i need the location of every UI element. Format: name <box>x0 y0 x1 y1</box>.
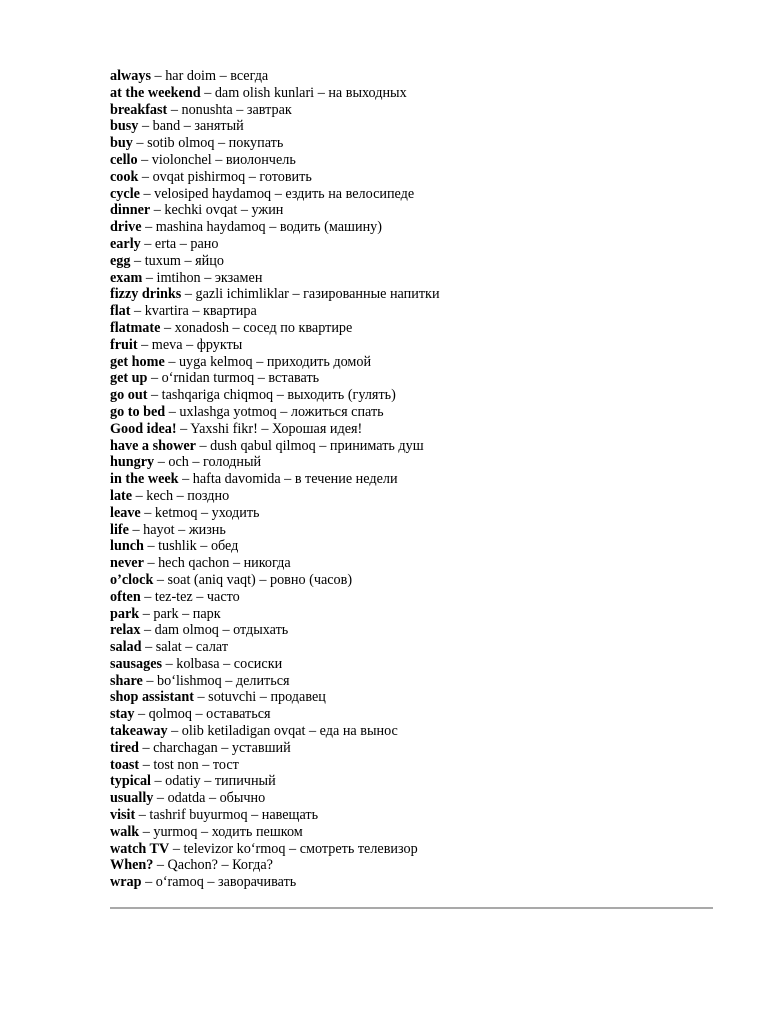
uzbek-translation: ovqat pishirmoq <box>152 168 246 185</box>
separator: – <box>140 588 155 605</box>
separator: – <box>140 504 155 521</box>
vocabulary-entry <box>110 757 720 774</box>
english-term: never <box>110 555 144 572</box>
separator: – <box>140 235 155 252</box>
english-term: early <box>110 235 141 252</box>
separator: – <box>188 454 204 471</box>
uzbek-translation: erta <box>154 235 177 252</box>
separator: – <box>169 840 184 857</box>
separator: – <box>130 252 145 269</box>
english-term: drive <box>110 219 142 236</box>
separator: – <box>314 84 329 101</box>
separator: – <box>141 639 156 656</box>
uzbek-translation: hafta davomida <box>192 471 281 488</box>
vocabulary-entry <box>110 505 720 522</box>
separator: – <box>140 622 155 639</box>
english-term: get up <box>110 370 148 387</box>
separator: – <box>217 739 232 756</box>
uzbek-translation: nonushta <box>181 101 233 118</box>
vocabulary-entry <box>110 572 720 589</box>
english-term: park <box>110 605 140 622</box>
separator: – <box>280 471 295 488</box>
uzbek-translation: imtihon <box>156 269 201 286</box>
english-term: buy <box>110 135 133 152</box>
vocabulary-entry <box>110 673 720 690</box>
separator: – <box>139 605 154 622</box>
separator: – <box>147 387 162 404</box>
vocabulary-entry <box>110 354 720 371</box>
russian-translation: ровно (часов) <box>269 571 353 588</box>
vocabulary-entry <box>110 606 720 623</box>
uzbek-translation: park <box>153 605 179 622</box>
separator: – <box>143 538 159 555</box>
russian-translation: никогда <box>243 555 291 572</box>
uzbek-translation: o‘rnidan turmoq <box>161 370 255 387</box>
english-term: share <box>110 672 143 689</box>
english-term: always <box>110 68 151 84</box>
russian-translation: выходить (гулять) <box>287 387 396 404</box>
separator: – <box>141 874 156 891</box>
english-term: late <box>110 487 133 504</box>
vocabulary-entry <box>110 773 720 790</box>
russian-translation: продавец <box>270 689 326 706</box>
separator: – <box>271 185 286 202</box>
separator: – <box>276 403 291 420</box>
english-term: cello <box>110 151 138 168</box>
russian-translation: типичный <box>214 773 276 790</box>
russian-translation: Когда? <box>232 857 273 874</box>
russian-translation: яйцо <box>195 252 224 269</box>
vocabulary-entry <box>110 320 720 337</box>
russian-translation: обед <box>210 538 239 555</box>
separator: – <box>211 151 226 168</box>
bottom-divider <box>110 907 713 909</box>
vocabulary-entry <box>110 841 720 858</box>
separator: – <box>196 538 211 555</box>
separator: – <box>138 168 153 185</box>
separator: – <box>137 151 152 168</box>
separator: – <box>257 420 272 437</box>
english-term: typical <box>110 773 151 790</box>
russian-translation: парк <box>192 605 221 622</box>
russian-translation: вставать <box>268 370 320 387</box>
english-term: sausages <box>110 655 163 672</box>
separator: – <box>315 437 330 454</box>
uzbek-translation: tushlik <box>158 538 197 555</box>
separator: – <box>167 101 182 118</box>
russian-translation: отдыхать <box>233 622 289 639</box>
english-term: When? <box>110 857 154 874</box>
vocabulary-entry <box>110 874 720 891</box>
russian-translation: оставаться <box>206 706 271 723</box>
english-term: shop assistant <box>110 689 194 706</box>
uzbek-translation: mashina haydamoq <box>155 219 266 236</box>
vocabulary-entry <box>110 790 720 807</box>
separator: – <box>137 336 152 353</box>
separator: – <box>197 823 212 840</box>
separator: – <box>188 303 203 320</box>
russian-translation: водить (машину) <box>279 219 382 236</box>
english-term: flatmate <box>110 319 161 336</box>
uzbek-translation: televizor ko‘rmoq <box>183 840 286 857</box>
english-term: o’clock <box>110 571 154 588</box>
english-term: stay <box>110 706 135 723</box>
vocabulary-list <box>110 68 720 891</box>
english-term: wrap <box>110 874 142 891</box>
vocabulary-entry <box>110 438 720 455</box>
english-term: egg <box>110 252 131 269</box>
russian-translation: готовить <box>259 168 312 185</box>
vocabulary-entry <box>110 706 720 723</box>
russian-translation: занятый <box>194 118 244 135</box>
vocabulary-entry <box>110 219 720 236</box>
separator: – <box>214 135 229 152</box>
separator: – <box>132 135 148 152</box>
separator: – <box>160 319 175 336</box>
separator: – <box>165 403 180 420</box>
separator: – <box>139 823 154 840</box>
russian-translation: тост <box>212 756 239 773</box>
separator: – <box>173 487 188 504</box>
vocabulary-entry <box>110 522 720 539</box>
english-term: dinner <box>110 202 151 219</box>
russian-translation: Хорошая идея! <box>272 420 363 437</box>
separator: – <box>141 219 156 236</box>
uzbek-translation: kechki ovqat <box>164 202 238 219</box>
vocabulary-entry <box>110 152 720 169</box>
separator: – <box>256 689 271 706</box>
russian-translation: обычно <box>219 790 266 807</box>
separator: – <box>132 487 147 504</box>
russian-translation: завтрак <box>246 101 292 118</box>
vocabulary-entry <box>110 236 720 253</box>
uzbek-translation: kvartira <box>144 303 189 320</box>
uzbek-translation: violonchel <box>151 151 212 168</box>
separator: – <box>252 353 267 370</box>
separator: – <box>176 235 191 252</box>
russian-translation: фрукты <box>196 336 243 353</box>
separator: – <box>245 168 260 185</box>
russian-translation: на выходных <box>328 84 407 101</box>
uzbek-translation: xonadosh <box>174 319 229 336</box>
uzbek-translation: kech <box>146 487 174 504</box>
vocabulary-entry <box>110 723 720 740</box>
vocabulary-entry <box>110 186 720 203</box>
vocabulary-entry <box>110 622 720 639</box>
english-term: lunch <box>110 538 144 555</box>
vocabulary-entry <box>110 538 720 555</box>
russian-translation: заворачивать <box>217 874 297 891</box>
russian-translation: салат <box>195 639 229 656</box>
english-term: in the week <box>110 471 179 488</box>
separator: – <box>285 840 300 857</box>
separator: – <box>193 689 209 706</box>
english-term: leave <box>110 504 141 521</box>
separator: – <box>167 723 182 740</box>
vocabulary-entry <box>110 689 720 706</box>
uzbek-translation: charchagan <box>153 739 218 756</box>
russian-translation: газированные напитки <box>303 286 440 303</box>
uzbek-translation: tez-tez <box>154 588 193 605</box>
vocabulary-entry <box>110 286 720 303</box>
separator: – <box>178 471 193 488</box>
russian-translation: уходить <box>211 504 260 521</box>
english-term: flat <box>110 303 131 320</box>
separator: – <box>218 622 234 639</box>
separator: – <box>150 773 166 790</box>
russian-translation: экзамен <box>214 269 263 286</box>
english-term: relax <box>110 622 141 639</box>
uzbek-translation: bo‘lishmoq <box>157 672 222 689</box>
uzbek-translation: sotib olmoq <box>147 135 215 152</box>
uzbek-translation: gazli ichimliklar <box>195 286 289 303</box>
separator: – <box>221 672 236 689</box>
separator: – <box>203 874 218 891</box>
uzbek-translation: uyga kelmoq <box>178 353 253 370</box>
separator: – <box>200 84 215 101</box>
uzbek-translation: qolmoq <box>148 706 192 723</box>
separator: – <box>182 336 197 353</box>
vocabulary-entry <box>110 857 720 874</box>
separator: – <box>232 101 247 118</box>
russian-translation: сосед по квартире <box>243 319 353 336</box>
russian-translation: еда на вынос <box>319 723 398 740</box>
russian-translation: голодный <box>203 454 262 471</box>
separator: – <box>153 790 168 807</box>
vocabulary-entry <box>110 589 720 606</box>
uzbek-translation: dush qabul qilmoq <box>210 437 316 454</box>
separator: – <box>247 807 262 824</box>
vocabulary-entry <box>110 118 720 135</box>
vocabulary-entry <box>110 639 720 656</box>
english-term: fizzy drinks <box>110 286 182 303</box>
russian-translation: всегда <box>230 68 269 84</box>
separator: – <box>139 185 155 202</box>
english-term: go out <box>110 387 148 404</box>
vocabulary-entry <box>110 807 720 824</box>
russian-translation: покупать <box>228 135 284 152</box>
english-term: visit <box>110 807 136 824</box>
separator: – <box>273 387 288 404</box>
uzbek-translation: uxlashga yotmoq <box>179 403 277 420</box>
separator: – <box>192 588 207 605</box>
separator: – <box>176 420 191 437</box>
vocabulary-entry <box>110 135 720 152</box>
separator: – <box>162 655 177 672</box>
russian-translation: в течение недели <box>294 471 398 488</box>
separator: – <box>138 739 154 756</box>
separator: – <box>191 706 207 723</box>
vocabulary-entry <box>110 656 720 673</box>
vocabulary-entry <box>110 85 720 102</box>
english-term: breakfast <box>110 101 168 118</box>
separator: – <box>237 202 252 219</box>
uzbek-translation: yurmoq <box>153 823 198 840</box>
separator: – <box>147 370 162 387</box>
russian-translation: уставший <box>231 739 291 756</box>
separator: – <box>128 521 144 538</box>
english-term: usually <box>110 790 154 807</box>
vocabulary-entry <box>110 488 720 505</box>
separator: – <box>200 773 215 790</box>
uzbek-translation: dam olish kunlari <box>214 84 315 101</box>
uzbek-translation: soat (aniq vaqt) <box>167 571 256 588</box>
uzbek-translation: olib ketiladigan ovqat <box>181 723 306 740</box>
uzbek-translation: hayot <box>143 521 175 538</box>
russian-translation: жизнь <box>188 521 226 538</box>
separator: – <box>216 68 231 84</box>
vocabulary-entry <box>110 824 720 841</box>
separator: – <box>229 319 244 336</box>
english-term: busy <box>110 118 139 135</box>
russian-translation: часто <box>206 588 240 605</box>
english-term: at the weekend <box>110 84 201 101</box>
russian-translation: принимать душ <box>329 437 424 454</box>
uzbek-translation: odatda <box>167 790 206 807</box>
english-term: walk <box>110 823 140 840</box>
russian-translation: ездить на велосипеде <box>285 185 415 202</box>
russian-translation: сосиски <box>233 655 283 672</box>
vocabulary-entry <box>110 370 720 387</box>
uzbek-translation: dam olmoq <box>154 622 219 639</box>
vocabulary-entry <box>110 253 720 270</box>
uzbek-translation: o‘ramoq <box>155 874 204 891</box>
uzbek-translation: sotuvchi <box>208 689 257 706</box>
russian-translation: делиться <box>235 672 290 689</box>
russian-translation: квартира <box>203 303 257 320</box>
english-term: watch TV <box>110 840 170 857</box>
uzbek-translation: salat <box>155 639 182 656</box>
vocabulary-entry <box>110 102 720 119</box>
vocabulary-entry <box>110 270 720 287</box>
english-term: salad <box>110 639 142 656</box>
separator: – <box>150 202 165 219</box>
english-term: life <box>110 521 129 538</box>
separator: – <box>198 756 213 773</box>
separator: – <box>142 269 157 286</box>
vocabulary-entry <box>110 471 720 488</box>
separator: – <box>139 756 154 773</box>
english-term: cycle <box>110 185 140 202</box>
separator: – <box>164 353 179 370</box>
russian-translation: ложиться спать <box>290 403 384 420</box>
separator: – <box>153 857 168 874</box>
english-term: exam <box>110 269 143 286</box>
separator: – <box>154 454 169 471</box>
english-term: toast <box>110 756 140 773</box>
separator: – <box>151 68 166 84</box>
english-term: have a shower <box>110 437 196 454</box>
uzbek-translation: velosiped haydamoq <box>154 185 272 202</box>
vocabulary-entry <box>110 169 720 186</box>
russian-translation: поздно <box>187 487 230 504</box>
english-term: Good idea! <box>110 420 177 437</box>
uzbek-translation: band <box>152 118 181 135</box>
separator: – <box>197 504 212 521</box>
uzbek-translation: odatiy <box>165 773 201 790</box>
separator: – <box>130 303 145 320</box>
english-term: get home <box>110 353 165 370</box>
uzbek-translation: tuxum <box>144 252 181 269</box>
separator: – <box>178 605 193 622</box>
uzbek-translation: ketmoq <box>154 504 198 521</box>
separator: – <box>181 286 196 303</box>
vocabulary-entry <box>110 740 720 757</box>
separator: – <box>219 655 234 672</box>
separator: – <box>142 672 158 689</box>
uzbek-translation: tashqariga chiqmoq <box>161 387 274 404</box>
english-term: takeaway <box>110 723 168 740</box>
separator: – <box>265 219 280 236</box>
uzbek-translation: tashrif buyurmoq <box>149 807 248 824</box>
russian-translation: приходить домой <box>266 353 372 370</box>
separator: – <box>205 790 220 807</box>
vocabulary-entry <box>110 202 720 219</box>
english-term: cook <box>110 168 139 185</box>
russian-translation: рано <box>190 235 219 252</box>
uzbek-translation: hech qachon <box>158 555 230 572</box>
english-term: often <box>110 588 141 605</box>
vocabulary-entry <box>110 387 720 404</box>
vocabulary-entry <box>110 421 720 438</box>
separator: – <box>138 118 153 135</box>
uzbek-translation: meva <box>151 336 183 353</box>
separator: – <box>288 286 304 303</box>
english-term: go to bed <box>110 403 166 420</box>
separator: – <box>200 269 215 286</box>
separator: – <box>181 639 196 656</box>
vocabulary-entry <box>110 68 720 85</box>
vocabulary-entry <box>110 555 720 572</box>
russian-translation: навещать <box>261 807 319 824</box>
separator: – <box>254 370 269 387</box>
russian-translation: ужин <box>251 202 284 219</box>
separator: – <box>174 521 189 538</box>
separator: – <box>135 807 150 824</box>
english-term: hungry <box>110 454 155 471</box>
separator: – <box>229 555 244 572</box>
vocabulary-entry <box>110 404 720 421</box>
separator: – <box>153 571 168 588</box>
uzbek-translation: kolbasa <box>176 655 220 672</box>
separator: – <box>134 706 149 723</box>
vocabulary-entry <box>110 303 720 320</box>
english-term: tired <box>110 739 139 756</box>
vocabulary-entry <box>110 337 720 354</box>
uzbek-translation: tost non <box>153 756 199 773</box>
russian-translation: виолончель <box>225 151 296 168</box>
uzbek-translation: Qachon? <box>167 857 218 874</box>
vocabulary-entry <box>110 454 720 471</box>
separator: – <box>305 723 320 740</box>
separator: – <box>195 437 211 454</box>
uzbek-translation: Yaxshi fikr! <box>190 420 258 437</box>
separator: – <box>180 252 196 269</box>
uzbek-translation: har doim <box>165 68 217 84</box>
separator: – <box>255 571 270 588</box>
separator: – <box>217 857 233 874</box>
separator: – <box>180 118 195 135</box>
russian-translation: смотреть телевизор <box>299 840 418 857</box>
russian-translation: ходить пешком <box>211 823 303 840</box>
uzbek-translation: och <box>168 454 189 471</box>
english-term: fruit <box>110 336 138 353</box>
separator: – <box>143 555 159 572</box>
